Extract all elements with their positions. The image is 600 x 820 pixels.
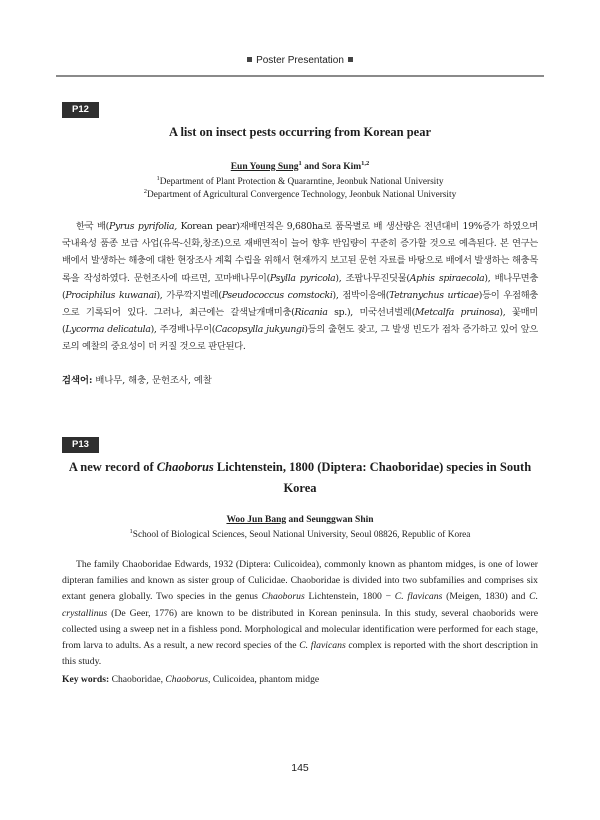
p13-title-genus: Chaoborus bbox=[156, 460, 214, 474]
poster-tag-p12: P12 bbox=[62, 102, 99, 118]
running-header bbox=[0, 55, 600, 66]
p13-authors bbox=[62, 515, 538, 525]
p12-keywords bbox=[62, 372, 538, 386]
p12-affiliation-1 bbox=[62, 176, 538, 189]
running-header-text: Poster Presentation bbox=[256, 55, 344, 66]
p12-affiliations bbox=[62, 176, 538, 202]
p13-keywords bbox=[62, 674, 538, 685]
p13-keywords-genus: Chaoborus bbox=[165, 674, 209, 685]
p13-affil-sup: 1 bbox=[129, 527, 133, 535]
p13-keywords-pre: Chaoboridae, bbox=[109, 674, 166, 685]
p13-keywords-post: , Culicoidea, phantom midge bbox=[208, 674, 320, 685]
p12-author-presenting: Eun Young Sung bbox=[230, 162, 299, 172]
p13-title-pre: A new record of bbox=[68, 460, 157, 474]
p13-author2: Seunggwan Shin bbox=[306, 515, 374, 525]
p13-affil-text: School of Biological Sciences, Seoul National University, Seoul 08826, Republic of Korea bbox=[132, 530, 471, 540]
p13-title bbox=[62, 457, 538, 499]
p12-affil2-text: Department of Agricultural Convergence Technology, Jeonbuk National University bbox=[146, 190, 457, 200]
p12-affil2-sup: 2 bbox=[143, 187, 147, 195]
square-bullet-icon bbox=[348, 57, 353, 62]
p12-authors-and: and bbox=[301, 162, 322, 172]
p12-authors bbox=[62, 159, 538, 172]
square-bullet-icon bbox=[247, 57, 252, 62]
p13-authors-and: and bbox=[286, 515, 307, 525]
header-rule bbox=[56, 75, 544, 77]
p13-title-post: Lichtenstein, 1800 (Diptera: Chaoboridae) species in South Korea bbox=[213, 460, 532, 495]
p13-abstract-paragraph: The family Chaoboridae Edwards, 1932 (Diptera: Culicoidea), commonly known as phantom midges, is one of lower dipteran families and known as sister group of Culicidae. Chaoboridae is divided into two subfamilies and comprises six extant genera globally. Two species in the genus Chaoborus Lichtenstein, 1800 − C. flavicans (Meigen, 1830) and C. crystallinus (De Geer, 1776) are known to be distributed in Korean peninsula. In this study, several chaoborids were collected using a sweep net in a fishless pond. Morphological and molecular identification were performed for each stage, from larva to adults. As a result, a new record species of the C. flavicans complex is reported with the short description in this study. bbox=[62, 559, 539, 668]
p12-keywords-label: 검색어: bbox=[62, 375, 93, 386]
p13-affiliation bbox=[62, 529, 538, 542]
p12-abstract-paragraph: 한국 배(Pyrus pyrifolia, Korean pear)재배면적은 9,680ha로 품목별로 배 생산량은 전년대비 19%증가 하였으며 국내육성 품종 보급 사업(유목-신화,창조)으로 재배면적이 늘어 향후 반입량이 꾸준히 증가할 것으로 예측된다. 본 연구는 배에서 발생하는 해충에 대한 현장조사 계획 수립을 위해서 현재까지 보고된 문헌 자료를 바탕으로 배에서 발생하는 해충목록을 작성하였다. 문헌조사에 따르면, 꼬마배나무이(Psylla pyricola), 조팝나무진딧물(Aphis spiraecola), 배나무면충(Prociphilus kuwanai), 가루깍지벌레(Pseudococcus comstocki), 점박이응애(Tetranychus urticae)등이 우점해충으로 기록되어 있다. 그러나, 최근에는 갈색날개매미충(Ricania sp.), 미국선녀벌레(Metcalfa pruinosa), 꽃매미(Lycorma delicatula), 주경배나무이(Cacopsylla jukyungi)등의 출현도 잦고, 그 발생 빈도가 점차 증가하고 있어 앞으로의 예찰의 중요성이 더 커질 것으로 판단된다. bbox=[62, 221, 539, 353]
p12-abstract bbox=[62, 218, 538, 356]
page-number: 145 bbox=[291, 762, 309, 774]
p12-affil1-text: Department of Plant Protection & Quararntine, Jeonbuk National University bbox=[159, 177, 444, 187]
p12-author2-sup: 1,2 bbox=[361, 159, 370, 167]
p12-author1-sup: 1 bbox=[298, 159, 302, 167]
p12-title: A list on insect pests occurring from Korean pear bbox=[168, 125, 431, 139]
p12-author2: Sora Kim bbox=[321, 162, 362, 172]
p12-affil1-sup: 1 bbox=[156, 174, 160, 182]
p12-affiliation-2 bbox=[62, 189, 538, 202]
p13-author-presenting: Woo Jun Bang bbox=[226, 515, 287, 525]
p12-keywords-text: 배나무, 해충, 문헌조사, 예찰 bbox=[92, 375, 212, 386]
p13-abstract bbox=[62, 557, 538, 670]
poster-tag-p13: P13 bbox=[62, 437, 99, 453]
p13-keywords-label: Key words: bbox=[62, 674, 110, 685]
